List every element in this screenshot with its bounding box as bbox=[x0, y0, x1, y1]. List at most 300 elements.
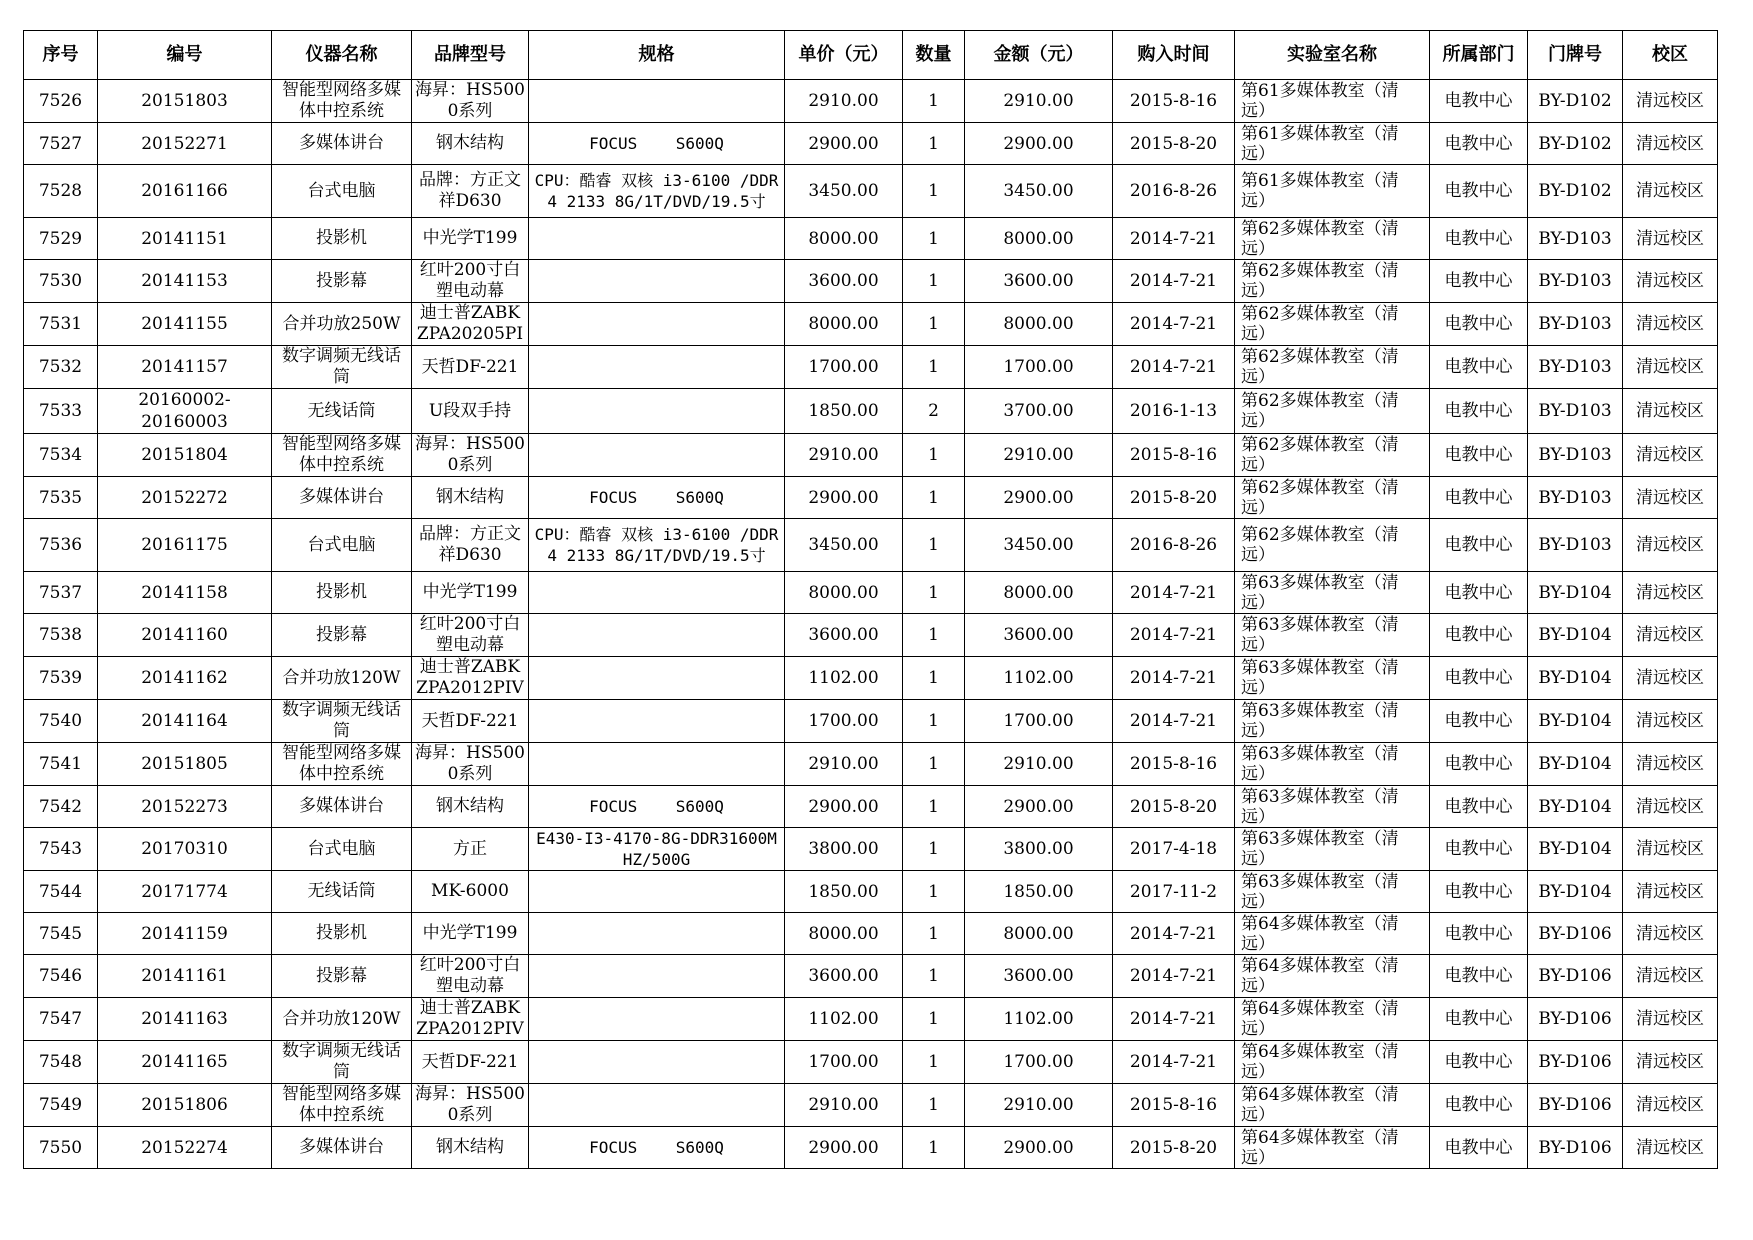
cell-dept: 电教中心 bbox=[1430, 477, 1528, 519]
cell-code: 20141163 bbox=[98, 998, 272, 1041]
cell-lab bbox=[1235, 955, 1430, 998]
cell-qty: 1 bbox=[903, 260, 965, 303]
table-row bbox=[24, 913, 1718, 955]
cell-name bbox=[272, 1084, 412, 1127]
cell-amount: 2910.00 bbox=[965, 1084, 1113, 1127]
cell-qty: 1 bbox=[903, 743, 965, 786]
cell-lab-text: 第62多媒体教室（清远） bbox=[1241, 525, 1399, 565]
cell-campus: 清远校区 bbox=[1623, 614, 1718, 657]
cell-spec bbox=[529, 80, 785, 123]
header-qty: 数量 bbox=[903, 31, 965, 80]
cell-brand bbox=[412, 165, 529, 218]
cell-brand-text: 迪士普ZABKZPA2012PIV bbox=[416, 657, 524, 698]
cell-qty: 1 bbox=[903, 786, 965, 828]
cell-spec bbox=[529, 871, 785, 913]
cell-name bbox=[272, 218, 412, 260]
cell-name bbox=[272, 1041, 412, 1084]
cell-brand-text: 迪士普ZABKZPA2012PIV bbox=[416, 998, 524, 1039]
cell-amount: 3800.00 bbox=[965, 828, 1113, 871]
cell-lab bbox=[1235, 123, 1430, 165]
table-row bbox=[24, 871, 1718, 913]
cell-brand bbox=[412, 123, 529, 165]
cell-brand-text: 品牌：方正文祥D630 bbox=[419, 170, 521, 211]
cell-brand bbox=[412, 871, 529, 913]
cell-name-text: 智能型网络多媒体中控系统 bbox=[282, 1084, 401, 1125]
cell-seq: 7526 bbox=[24, 80, 98, 123]
cell-spec-text: FOCUS S600Q bbox=[589, 797, 724, 816]
cell-brand bbox=[412, 80, 529, 123]
cell-brand bbox=[412, 700, 529, 743]
cell-name-text: 投影机 bbox=[316, 582, 367, 602]
cell-amount: 8000.00 bbox=[965, 572, 1113, 614]
header-row bbox=[24, 31, 1718, 80]
cell-room: BY-D104 bbox=[1528, 786, 1623, 828]
cell-campus: 清远校区 bbox=[1623, 346, 1718, 389]
table-row bbox=[24, 218, 1718, 260]
cell-campus: 清远校区 bbox=[1623, 913, 1718, 955]
cell-code: 20141159 bbox=[98, 913, 272, 955]
cell-room: BY-D104 bbox=[1528, 871, 1623, 913]
cell-date: 2014-7-21 bbox=[1113, 913, 1235, 955]
cell-spec bbox=[529, 955, 785, 998]
cell-name bbox=[272, 614, 412, 657]
cell-code: 20141158 bbox=[98, 572, 272, 614]
cell-lab-text: 第63多媒体教室（清远） bbox=[1241, 701, 1399, 741]
cell-brand bbox=[412, 828, 529, 871]
cell-price: 3450.00 bbox=[785, 519, 903, 572]
header-date: 购入时间 bbox=[1113, 31, 1235, 80]
cell-brand bbox=[412, 998, 529, 1041]
cell-date: 2017-11-2 bbox=[1113, 871, 1235, 913]
cell-brand bbox=[412, 614, 529, 657]
cell-date: 2014-7-21 bbox=[1113, 572, 1235, 614]
cell-date: 2014-7-21 bbox=[1113, 260, 1235, 303]
cell-amount: 3450.00 bbox=[965, 519, 1113, 572]
cell-room: BY-D106 bbox=[1528, 1127, 1623, 1169]
cell-qty: 1 bbox=[903, 998, 965, 1041]
cell-brand-text: 海昇：HS5000系列 bbox=[415, 1084, 525, 1125]
cell-lab-text: 第63多媒体教室（清远） bbox=[1241, 829, 1399, 869]
cell-price: 8000.00 bbox=[785, 218, 903, 260]
cell-qty: 1 bbox=[903, 572, 965, 614]
cell-seq: 7546 bbox=[24, 955, 98, 998]
cell-brand-text: 中光学T199 bbox=[422, 582, 518, 602]
cell-lab bbox=[1235, 828, 1430, 871]
cell-name bbox=[272, 477, 412, 519]
header-price: 单价（元） bbox=[785, 31, 903, 80]
cell-name bbox=[272, 434, 412, 477]
cell-seq: 7532 bbox=[24, 346, 98, 389]
cell-price: 8000.00 bbox=[785, 572, 903, 614]
cell-name bbox=[272, 998, 412, 1041]
cell-code: 20151803 bbox=[98, 80, 272, 123]
cell-lab bbox=[1235, 998, 1430, 1041]
cell-campus: 清远校区 bbox=[1623, 572, 1718, 614]
cell-date: 2014-7-21 bbox=[1113, 614, 1235, 657]
cell-lab-text: 第64多媒体教室（清远） bbox=[1241, 999, 1399, 1039]
cell-lab bbox=[1235, 165, 1430, 218]
cell-brand bbox=[412, 1127, 529, 1169]
cell-room: BY-D102 bbox=[1528, 80, 1623, 123]
cell-room: BY-D103 bbox=[1528, 434, 1623, 477]
cell-name bbox=[272, 786, 412, 828]
cell-qty: 1 bbox=[903, 346, 965, 389]
cell-name bbox=[272, 700, 412, 743]
cell-price: 2900.00 bbox=[785, 1127, 903, 1169]
cell-room: BY-D103 bbox=[1528, 346, 1623, 389]
cell-date: 2015-8-16 bbox=[1113, 1084, 1235, 1127]
cell-room: BY-D104 bbox=[1528, 700, 1623, 743]
cell-spec bbox=[529, 218, 785, 260]
cell-qty: 1 bbox=[903, 871, 965, 913]
cell-seq: 7535 bbox=[24, 477, 98, 519]
cell-seq: 7541 bbox=[24, 743, 98, 786]
cell-campus: 清远校区 bbox=[1623, 955, 1718, 998]
cell-qty: 1 bbox=[903, 828, 965, 871]
cell-dept: 电教中心 bbox=[1430, 218, 1528, 260]
cell-lab-text: 第64多媒体教室（清远） bbox=[1241, 1127, 1399, 1168]
cell-brand bbox=[412, 1084, 529, 1127]
cell-lab-text: 第63多媒体教室（清远） bbox=[1241, 658, 1399, 698]
cell-lab-text: 第62多媒体教室（清远） bbox=[1241, 218, 1399, 259]
cell-price: 1850.00 bbox=[785, 389, 903, 434]
cell-spec-text: CPU：酷睿 双核 i3-6100 /DDR4 2133 8G/1T/DVD/19.5寸 bbox=[534, 525, 779, 565]
cell-campus: 清远校区 bbox=[1623, 123, 1718, 165]
cell-lab-text: 第63多媒体教室（清远） bbox=[1241, 871, 1399, 912]
cell-spec bbox=[529, 477, 785, 519]
cell-campus: 清远校区 bbox=[1623, 871, 1718, 913]
cell-amount: 1700.00 bbox=[965, 700, 1113, 743]
cell-spec bbox=[529, 828, 785, 871]
cell-date: 2014-7-21 bbox=[1113, 998, 1235, 1041]
cell-room: BY-D102 bbox=[1528, 165, 1623, 218]
cell-brand-text: 海昇：HS5000系列 bbox=[415, 80, 525, 121]
table-row bbox=[24, 828, 1718, 871]
cell-spec bbox=[529, 346, 785, 389]
cell-amount: 3450.00 bbox=[965, 165, 1113, 218]
cell-code: 20141161 bbox=[98, 955, 272, 998]
cell-room: BY-D106 bbox=[1528, 913, 1623, 955]
cell-spec-text: E430-I3-4170-8G-DDR31600MHZ/500G bbox=[536, 829, 777, 869]
cell-amount: 2900.00 bbox=[965, 786, 1113, 828]
cell-lab bbox=[1235, 80, 1430, 123]
cell-price: 1102.00 bbox=[785, 998, 903, 1041]
cell-brand bbox=[412, 434, 529, 477]
cell-code: 20141153 bbox=[98, 260, 272, 303]
cell-room: BY-D104 bbox=[1528, 828, 1623, 871]
cell-brand-text: 钢木结构 bbox=[436, 796, 504, 816]
cell-lab bbox=[1235, 346, 1430, 389]
cell-brand bbox=[412, 786, 529, 828]
cell-code: 20170310 bbox=[98, 828, 272, 871]
cell-lab bbox=[1235, 389, 1430, 434]
cell-code: 20141155 bbox=[98, 303, 272, 346]
cell-date: 2015-8-20 bbox=[1113, 477, 1235, 519]
cell-lab-text: 第64多媒体教室（清远） bbox=[1241, 956, 1399, 996]
cell-price: 8000.00 bbox=[785, 913, 903, 955]
cell-lab bbox=[1235, 218, 1430, 260]
cell-spec bbox=[529, 700, 785, 743]
table-row bbox=[24, 743, 1718, 786]
cell-dept: 电教中心 bbox=[1430, 700, 1528, 743]
table-row bbox=[24, 700, 1718, 743]
header-dept: 所属部门 bbox=[1430, 31, 1528, 80]
cell-code: 20151806 bbox=[98, 1084, 272, 1127]
cell-name-text: 合并功放250W bbox=[282, 313, 401, 334]
cell-brand bbox=[412, 519, 529, 572]
cell-name-text: 智能型网络多媒体中控系统 bbox=[282, 80, 401, 121]
cell-qty: 1 bbox=[903, 1084, 965, 1127]
cell-spec bbox=[529, 743, 785, 786]
cell-campus: 清远校区 bbox=[1623, 303, 1718, 346]
cell-spec bbox=[529, 1041, 785, 1084]
cell-lab bbox=[1235, 519, 1430, 572]
cell-name-text: 合并功放120W bbox=[282, 1008, 401, 1029]
cell-qty: 1 bbox=[903, 614, 965, 657]
cell-room: BY-D104 bbox=[1528, 657, 1623, 700]
cell-amount: 8000.00 bbox=[965, 218, 1113, 260]
table-row bbox=[24, 434, 1718, 477]
cell-qty: 1 bbox=[903, 477, 965, 519]
cell-code: 20171774 bbox=[98, 871, 272, 913]
cell-dept: 电教中心 bbox=[1430, 955, 1528, 998]
cell-spec-text: FOCUS S600Q bbox=[589, 1138, 724, 1157]
cell-lab bbox=[1235, 434, 1430, 477]
cell-name bbox=[272, 871, 412, 913]
header-amount: 金额（元） bbox=[965, 31, 1113, 80]
cell-qty: 1 bbox=[903, 519, 965, 572]
cell-spec-text: FOCUS S600Q bbox=[589, 134, 724, 153]
cell-date: 2015-8-20 bbox=[1113, 1127, 1235, 1169]
cell-name bbox=[272, 657, 412, 700]
cell-code: 20141165 bbox=[98, 1041, 272, 1084]
cell-date: 2014-7-21 bbox=[1113, 346, 1235, 389]
cell-lab-text: 第64多媒体教室（清远） bbox=[1241, 1085, 1399, 1125]
header-room: 门牌号 bbox=[1528, 31, 1623, 80]
cell-name-text: 智能型网络多媒体中控系统 bbox=[282, 434, 401, 475]
cell-amount: 3700.00 bbox=[965, 389, 1113, 434]
cell-name bbox=[272, 389, 412, 434]
cell-campus: 清远校区 bbox=[1623, 260, 1718, 303]
cell-brand-text: 中光学T199 bbox=[422, 923, 518, 943]
cell-amount: 2910.00 bbox=[965, 743, 1113, 786]
cell-name bbox=[272, 572, 412, 614]
cell-room: BY-D104 bbox=[1528, 614, 1623, 657]
cell-price: 1700.00 bbox=[785, 346, 903, 389]
cell-name bbox=[272, 519, 412, 572]
cell-name-text: 投影幕 bbox=[316, 270, 367, 291]
cell-brand bbox=[412, 260, 529, 303]
cell-name-text: 投影机 bbox=[316, 228, 367, 248]
cell-seq: 7543 bbox=[24, 828, 98, 871]
cell-amount: 3600.00 bbox=[965, 614, 1113, 657]
cell-seq: 7536 bbox=[24, 519, 98, 572]
cell-lab bbox=[1235, 743, 1430, 786]
cell-name bbox=[272, 346, 412, 389]
cell-name-text: 数字调频无线话筒 bbox=[282, 700, 401, 741]
cell-spec bbox=[529, 614, 785, 657]
table-row bbox=[24, 389, 1718, 434]
cell-brand-text: 中光学T199 bbox=[422, 228, 518, 248]
cell-name bbox=[272, 165, 412, 218]
cell-spec-text: FOCUS S600Q bbox=[589, 488, 724, 507]
cell-campus: 清远校区 bbox=[1623, 218, 1718, 260]
cell-dept: 电教中心 bbox=[1430, 346, 1528, 389]
cell-code: 20152274 bbox=[98, 1127, 272, 1169]
cell-campus: 清远校区 bbox=[1623, 1084, 1718, 1127]
cell-dept: 电教中心 bbox=[1430, 123, 1528, 165]
cell-dept: 电教中心 bbox=[1430, 303, 1528, 346]
cell-seq: 7537 bbox=[24, 572, 98, 614]
header-spec: 规格 bbox=[529, 31, 785, 80]
cell-lab bbox=[1235, 260, 1430, 303]
cell-brand bbox=[412, 477, 529, 519]
table-row bbox=[24, 260, 1718, 303]
cell-amount: 1102.00 bbox=[965, 998, 1113, 1041]
cell-campus: 清远校区 bbox=[1623, 477, 1718, 519]
cell-brand bbox=[412, 572, 529, 614]
table-row bbox=[24, 477, 1718, 519]
cell-date: 2015-8-16 bbox=[1113, 434, 1235, 477]
cell-brand-text: 海昇：HS5000系列 bbox=[415, 434, 525, 475]
header-brand: 品牌型号 bbox=[412, 31, 529, 80]
cell-dept: 电教中心 bbox=[1430, 389, 1528, 434]
cell-lab bbox=[1235, 1084, 1430, 1127]
cell-date: 2017-4-18 bbox=[1113, 828, 1235, 871]
cell-dept: 电教中心 bbox=[1430, 1084, 1528, 1127]
cell-brand bbox=[412, 743, 529, 786]
cell-date: 2014-7-21 bbox=[1113, 218, 1235, 260]
cell-room: BY-D103 bbox=[1528, 260, 1623, 303]
table-body bbox=[24, 80, 1718, 1169]
cell-code: 20141160 bbox=[98, 614, 272, 657]
cell-name bbox=[272, 913, 412, 955]
cell-lab bbox=[1235, 657, 1430, 700]
cell-price: 2900.00 bbox=[785, 477, 903, 519]
cell-name-text: 投影机 bbox=[316, 923, 367, 943]
cell-price: 1102.00 bbox=[785, 657, 903, 700]
table-row bbox=[24, 165, 1718, 218]
cell-price: 1850.00 bbox=[785, 871, 903, 913]
cell-price: 3600.00 bbox=[785, 955, 903, 998]
cell-qty: 1 bbox=[903, 218, 965, 260]
cell-name bbox=[272, 743, 412, 786]
cell-name-text: 多媒体讲台 bbox=[299, 133, 384, 153]
cell-lab bbox=[1235, 913, 1430, 955]
cell-qty: 1 bbox=[903, 434, 965, 477]
cell-seq: 7529 bbox=[24, 218, 98, 260]
cell-name-text: 多媒体讲台 bbox=[299, 796, 384, 816]
cell-name-text: 台式电脑 bbox=[307, 838, 376, 859]
cell-name-text: 投影幕 bbox=[316, 624, 367, 645]
cell-seq: 7533 bbox=[24, 389, 98, 434]
cell-spec bbox=[529, 572, 785, 614]
cell-brand-text: 红叶200寸白塑电动幕 bbox=[419, 955, 521, 996]
cell-amount: 8000.00 bbox=[965, 913, 1113, 955]
table-row bbox=[24, 519, 1718, 572]
cell-spec bbox=[529, 913, 785, 955]
cell-brand-text: 迪士普ZABKZPA20205PI bbox=[416, 303, 524, 344]
cell-room: BY-D102 bbox=[1528, 123, 1623, 165]
cell-date: 2014-7-21 bbox=[1113, 1041, 1235, 1084]
cell-dept: 电教中心 bbox=[1430, 828, 1528, 871]
cell-dept: 电教中心 bbox=[1430, 572, 1528, 614]
cell-campus: 清远校区 bbox=[1623, 657, 1718, 700]
cell-campus: 清远校区 bbox=[1623, 786, 1718, 828]
cell-price: 1700.00 bbox=[785, 1041, 903, 1084]
cell-seq: 7548 bbox=[24, 1041, 98, 1084]
cell-qty: 2 bbox=[903, 389, 965, 434]
cell-dept: 电教中心 bbox=[1430, 786, 1528, 828]
header-campus: 校区 bbox=[1623, 31, 1718, 80]
cell-brand-text: 方正 bbox=[453, 838, 487, 859]
cell-seq: 7550 bbox=[24, 1127, 98, 1169]
cell-amount: 1700.00 bbox=[965, 1041, 1113, 1084]
cell-date: 2015-8-16 bbox=[1113, 743, 1235, 786]
cell-room: BY-D104 bbox=[1528, 743, 1623, 786]
cell-lab-text: 第63多媒体教室（清远） bbox=[1241, 786, 1399, 827]
cell-lab-text: 第62多媒体教室（清远） bbox=[1241, 391, 1399, 431]
cell-code: 20152271 bbox=[98, 123, 272, 165]
cell-lab-text: 第64多媒体教室（清远） bbox=[1241, 1042, 1399, 1082]
cell-room: BY-D103 bbox=[1528, 519, 1623, 572]
equipment-table bbox=[23, 30, 1718, 1169]
cell-price: 2900.00 bbox=[785, 786, 903, 828]
cell-brand bbox=[412, 913, 529, 955]
cell-lab-text: 第61多媒体教室（清远） bbox=[1241, 123, 1399, 164]
cell-brand-text: 天哲DF-221 bbox=[421, 1051, 519, 1072]
cell-dept: 电教中心 bbox=[1430, 1041, 1528, 1084]
cell-seq: 7534 bbox=[24, 434, 98, 477]
table-row bbox=[24, 1041, 1718, 1084]
cell-date: 2014-7-21 bbox=[1113, 303, 1235, 346]
cell-spec bbox=[529, 389, 785, 434]
cell-price: 3450.00 bbox=[785, 165, 903, 218]
cell-lab-text: 第62多媒体教室（清远） bbox=[1241, 304, 1399, 344]
cell-spec bbox=[529, 123, 785, 165]
cell-qty: 1 bbox=[903, 303, 965, 346]
cell-dept: 电教中心 bbox=[1430, 165, 1528, 218]
cell-lab-text: 第63多媒体教室（清远） bbox=[1241, 615, 1399, 655]
cell-campus: 清远校区 bbox=[1623, 80, 1718, 123]
cell-lab-text: 第63多媒体教室（清远） bbox=[1241, 744, 1399, 784]
cell-seq: 7547 bbox=[24, 998, 98, 1041]
cell-qty: 1 bbox=[903, 657, 965, 700]
header-name: 仪器名称 bbox=[272, 31, 412, 80]
cell-price: 3800.00 bbox=[785, 828, 903, 871]
cell-brand-text: 钢木结构 bbox=[436, 133, 504, 153]
cell-spec bbox=[529, 998, 785, 1041]
cell-spec bbox=[529, 303, 785, 346]
cell-brand-text: 天哲DF-221 bbox=[421, 710, 519, 731]
cell-campus: 清远校区 bbox=[1623, 743, 1718, 786]
cell-name-text: 台式电脑 bbox=[307, 534, 376, 555]
cell-campus: 清远校区 bbox=[1623, 998, 1718, 1041]
cell-date: 2015-8-16 bbox=[1113, 80, 1235, 123]
cell-date: 2016-1-13 bbox=[1113, 389, 1235, 434]
cell-date: 2016-8-26 bbox=[1113, 519, 1235, 572]
table-row bbox=[24, 998, 1718, 1041]
cell-seq: 7544 bbox=[24, 871, 98, 913]
table-row bbox=[24, 955, 1718, 998]
cell-code: 20161166 bbox=[98, 165, 272, 218]
cell-dept: 电教中心 bbox=[1430, 1127, 1528, 1169]
cell-brand-text: 红叶200寸白塑电动幕 bbox=[419, 260, 521, 301]
cell-brand bbox=[412, 389, 529, 434]
cell-code: 20152273 bbox=[98, 786, 272, 828]
cell-brand bbox=[412, 303, 529, 346]
cell-name-text: 台式电脑 bbox=[307, 180, 376, 201]
